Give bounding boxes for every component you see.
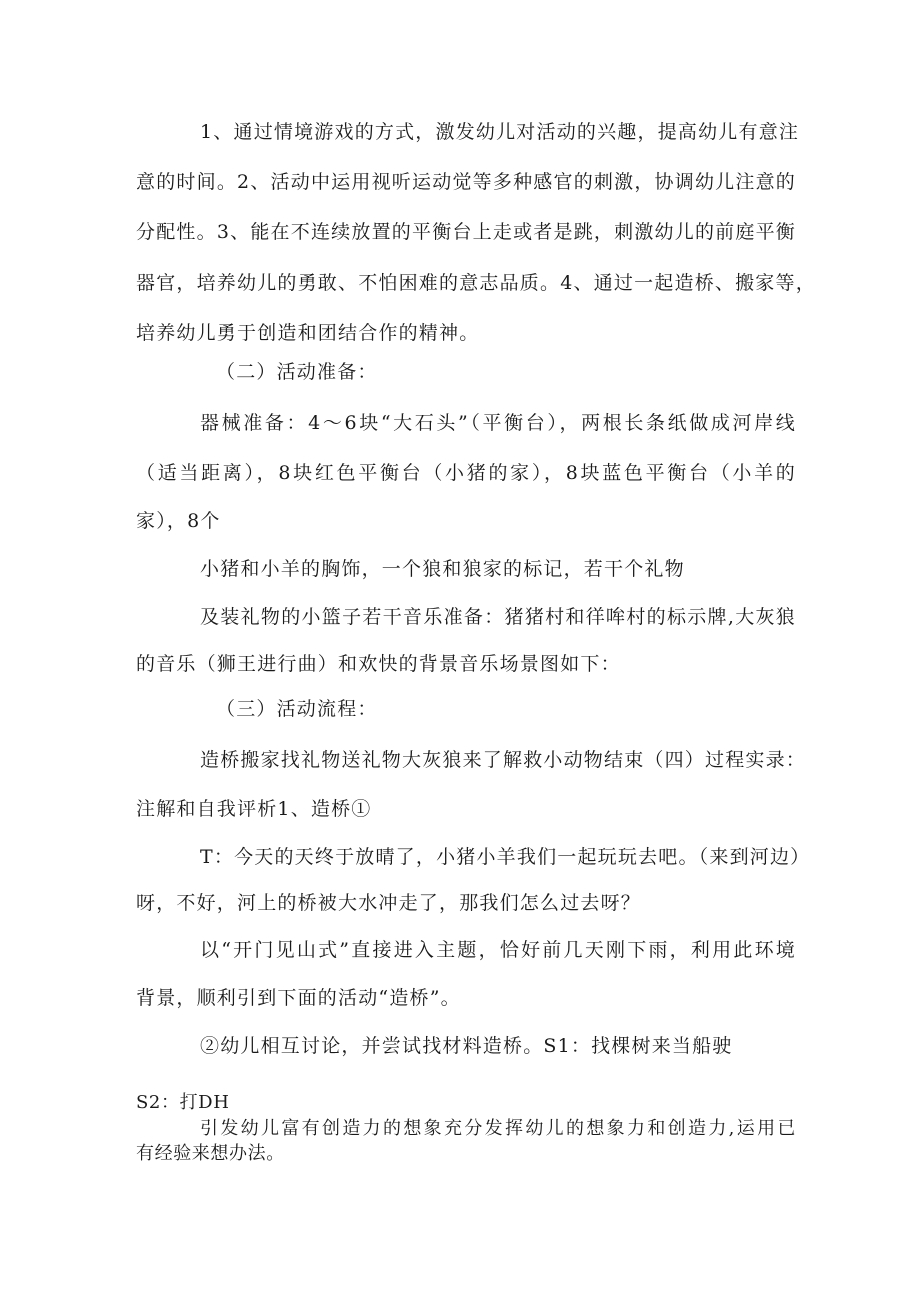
paragraph-line: 注解和自我评析1、造桥① <box>136 798 372 820</box>
paragraph-line: 1、通过情境游戏的方式，激发幼儿对活动的兴趣，提高幼儿有意注 <box>200 121 800 143</box>
paragraph-line: S2：打DH <box>136 1092 230 1113</box>
paragraph-line: 背景，顺利引到下面的活动“造桥”。 <box>136 987 461 1009</box>
paragraph-line: 培养幼儿勇于创造和团结合作的精神。 <box>136 322 480 344</box>
section-heading: （二）活动准备： <box>216 361 378 383</box>
paragraph-line: 分配性。3、能在不连续放置的平衡台上走或者是跳，刺激幼儿的前庭平衡 <box>136 221 796 243</box>
paragraph-line: 器官，培养幼儿的勇敢、不怕困难的意志品质。4、通过一起造桥、搬家等， <box>136 272 816 294</box>
paragraph-line: ②幼儿相互讨论，并尝试找材料造桥。S1：找棵树来当船驶 <box>200 1035 733 1057</box>
paragraph-line: 有经验来想办法。 <box>136 1143 285 1164</box>
paragraph-line: （适当距离），8块红色平衡台（小猪的家），8块蓝色平衡台（小羊的 <box>136 462 796 484</box>
paragraph-line: 造桥搬家找礼物送礼物大灰狼来了解救小动物结束（四）过程实录： <box>200 749 807 771</box>
paragraph-line: 以“开门见山式”直接进入主题，恰好前几天刚下雨，利用此环境 <box>200 939 796 961</box>
paragraph-line: 及装礼物的小篮子若干音乐准备：猪猪村和徉哞村的标示牌,大灰狼 <box>200 606 796 628</box>
paragraph-line: 小猪和小羊的胸饰，一个狼和狼家的标记，若干个礼物 <box>200 558 685 580</box>
paragraph-line: 家），8个 <box>136 510 221 532</box>
paragraph-line: 引发幼儿富有创造力的想象充分发挥幼儿的想象力和创造力,运用已 <box>200 1118 796 1139</box>
paragraph-line: 意的时间。2、活动中运用视听运动觉等多种感官的刺激，协调幼儿注意的 <box>136 171 796 193</box>
paragraph-line: 的音乐（狮王进行曲）和欢快的背景音乐场景图如下： <box>136 653 621 675</box>
section-heading: （三）活动流程： <box>216 698 378 720</box>
paragraph-line: 呀，不好，河上的桥被大水冲走了，那我们怎么过去呀？ <box>136 892 642 914</box>
paragraph-line: 器械准备：4～6块“大石头”（平衡台），两根长条纸做成河岸线 <box>200 412 796 434</box>
paragraph-line: T：今天的天终于放晴了，小猪小羊我们一起玩玩去吧。（来到河边） <box>200 846 811 868</box>
